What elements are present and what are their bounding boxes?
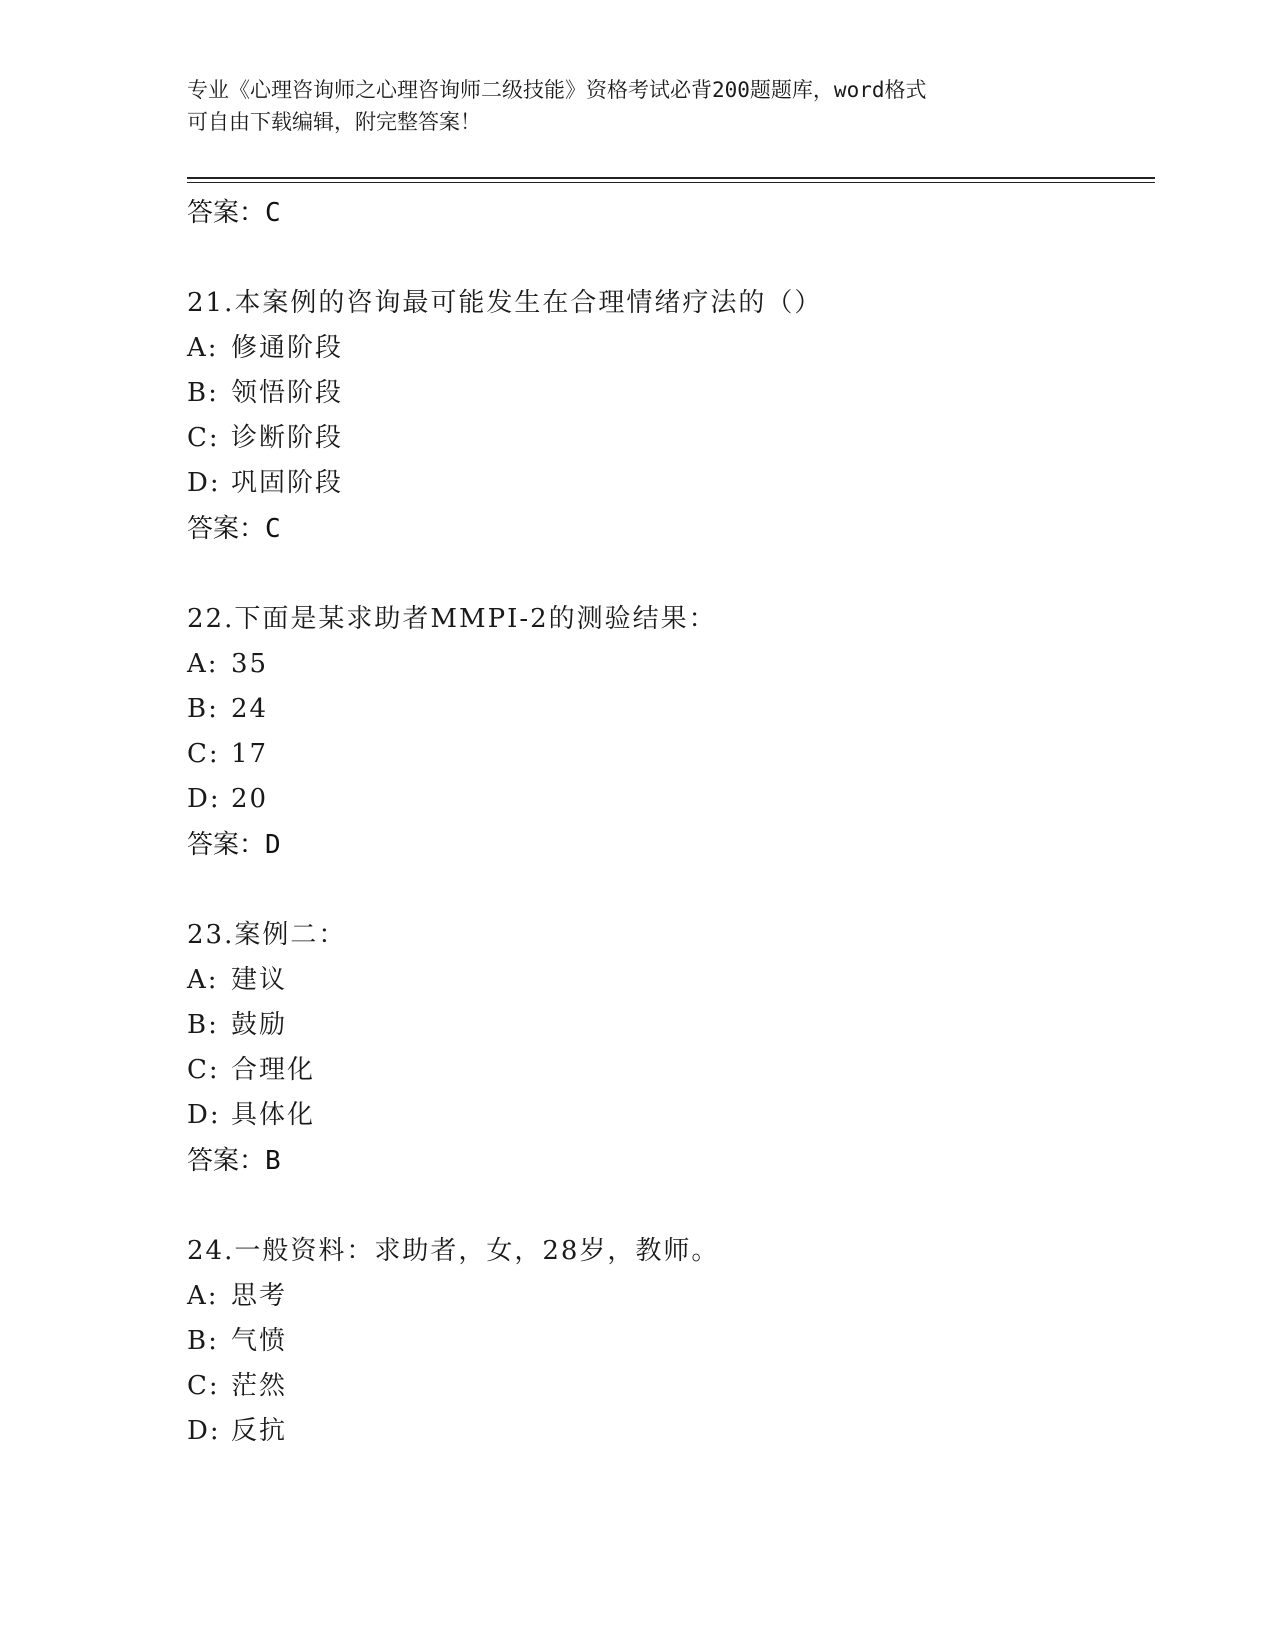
option-text: 17 [231,739,269,769]
option-key: B: [187,1010,219,1040]
question-block [187,912,1147,1184]
option-text: 35 [231,649,269,679]
option-b [187,687,1147,732]
option-a [187,1274,1147,1319]
option-b [187,1319,1147,1364]
option-text: 合理化 [231,1055,316,1085]
option-key: C: [187,423,220,453]
option-key: D: [187,1100,221,1130]
option-text: 20 [231,784,269,814]
answer-line: 答案：C [187,514,281,544]
option-b [187,1003,1147,1048]
answer-line: 答案：D [187,830,281,860]
question-text: 23.案例二： [187,920,347,950]
option-c [187,1364,1147,1409]
option-text: 建议 [231,965,288,995]
option-text: 诊断阶段 [231,423,344,453]
answer-line: 答案：C [187,198,281,228]
question-block [187,596,1147,868]
option-text: 气愤 [231,1326,288,1356]
option-c [187,732,1147,777]
option-text: 具体化 [231,1100,316,1130]
option-b [187,371,1147,416]
option-key: C: [187,1371,220,1401]
option-text: 鼓励 [231,1010,288,1040]
option-text: 巩固阶段 [231,468,344,498]
option-text: 思考 [231,1281,288,1311]
option-key: A: [187,333,219,363]
option-d [187,1409,1147,1454]
question-block [187,1228,1147,1454]
option-key: C: [187,1055,220,1085]
header-line-1: 专业《心理咨询师之心理咨询师二级技能》资格考试必背200题题库，word格式 [187,78,927,102]
option-a [187,642,1147,687]
option-key: A: [187,1281,219,1311]
option-d [187,461,1147,506]
header-divider-thin [187,182,1155,183]
question-text: 22.下面是某求助者MMPI-2的测验结果： [187,604,717,634]
document-header [187,74,1087,138]
question-text: 24.一般资料：求助者，女，28岁，教师。 [187,1236,720,1266]
option-a [187,958,1147,1003]
option-key: B: [187,694,219,724]
option-text: 茫然 [231,1371,288,1401]
option-key: A: [187,649,219,679]
option-key: D: [187,784,221,814]
option-c [187,1048,1147,1093]
option-text: 反抗 [231,1416,288,1446]
option-c [187,416,1147,461]
header-line-2: 可自由下载编辑，附完整答案！ [187,110,481,134]
option-text: 领悟阶段 [231,378,344,408]
option-d [187,777,1147,822]
option-key: B: [187,378,219,408]
option-key: D: [187,468,221,498]
option-key: A: [187,965,219,995]
option-key: D: [187,1416,221,1446]
question-text: 21.本案例的咨询最可能发生在合理情绪疗法的（） [187,288,823,318]
option-a [187,326,1147,371]
question-block [187,280,1147,552]
option-key: C: [187,739,220,769]
option-d [187,1093,1147,1138]
question-list [187,190,1147,1454]
answer-line: 答案：B [187,1146,281,1176]
header-divider-thick [187,177,1155,179]
option-text: 修通阶段 [231,333,344,363]
option-text: 24 [231,694,269,724]
option-key: B: [187,1326,219,1356]
